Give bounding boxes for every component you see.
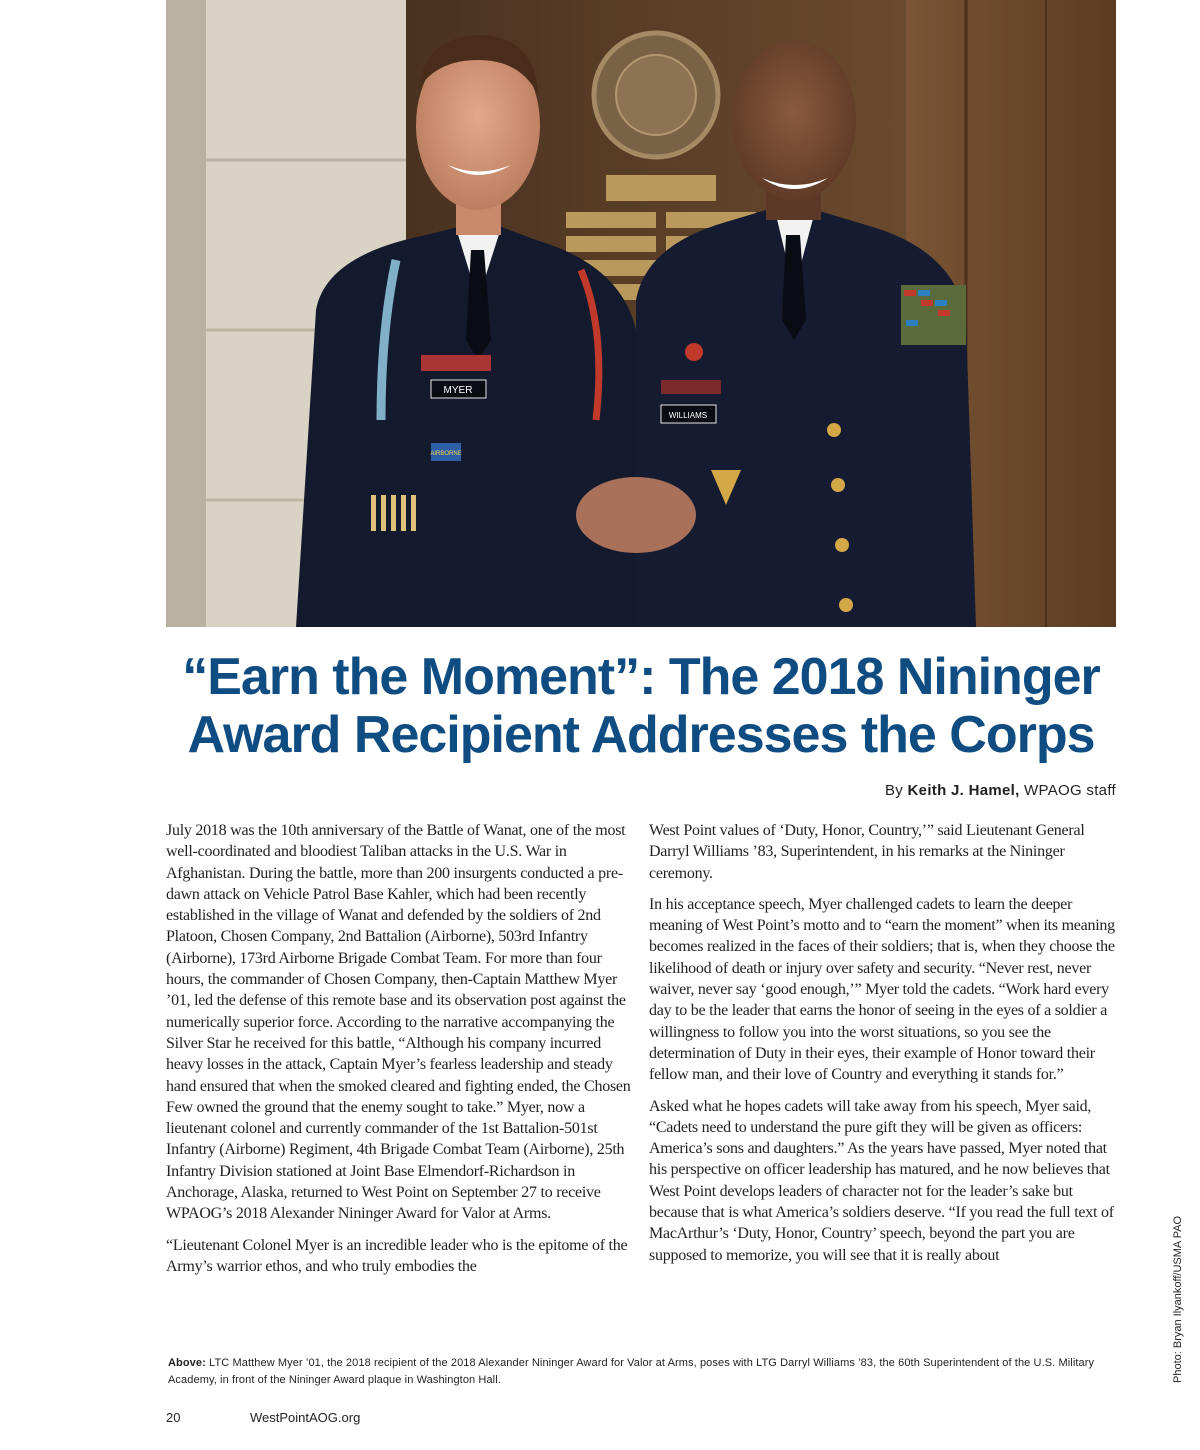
- headline-line-1: “Earn the Moment”: The 2018 Nininger: [182, 648, 1100, 706]
- article-paragraph: “Lieutenant Colonel Myer is an incredible leader who is the epitome of the Army’s warrior ethos, and who truly embodies the: [166, 1236, 628, 1275]
- feature-photo: [166, 0, 1116, 627]
- caption-text: LTC Matthew Myer ’01, the 2018 recipient of the 2018 Alexander Nininger Award for Valor at Arms, poses with LTG Darryl Williams ’83, the 60th Superintendent of the U.S. Military Academy, in front of the Nininger Award plaque in Washington Hall.: [168, 1357, 1095, 1386]
- article-column-left: [166, 820, 632, 1287]
- photo-credit: Photo: Bryan Ilyankoff/USMA PAO: [1172, 1215, 1184, 1383]
- article-paragraph: Asked what he hopes cadets will take away from his speech, Myer said, “Cadets need to understand the pure gift they will be given as officers: America’s sons and daughters.” As the years have passed, Myer noted that his perspective on officer leadership has matured, and he now believes that West Point develops leaders of character not for the leader’s sake but because that is what America’s soldiers deserve. “If you read the full text of MacArthur’s ‘Duty, Honor, Country’ speech, beyond the part you are supposed to memorize, you will see that it is really about: [649, 1097, 1114, 1264]
- page-number: 20: [166, 1410, 181, 1425]
- photo-illustration: [166, 0, 1116, 627]
- article-paragraph: In his acceptance speech, Myer challenged cadets to learn the deeper meaning of West Point’s motto and to “earn the moment” when its meaning becomes realized in the faces of their soldiers; that is, when they choose the likelihood of death or injury over safety and security. “Never rest, never waiver, never say ‘good enough,’” Myer told the cadets. “Work hard every day to be the leader that earns the honor of seeing in the eyes of a soldier a willingness to follow you into the worst situations, so you see the determination of Duty in their eyes, their example of Honor toward their fellow man, and their love of Country and everything it stands for.”: [649, 895, 1115, 1084]
- caption-label: Above:: [168, 1357, 206, 1369]
- headline: [130, 648, 1152, 764]
- byline-prefix: By: [884, 782, 908, 799]
- name-tag-left: MYER: [443, 385, 473, 396]
- photo-caption: [168, 1355, 1128, 1389]
- article-paragraph: West Point values of ‘Duty, Honor, Country,’” said Lieutenant General Darryl Williams ’83, Superintendent, in his remarks at the Nininger ceremony.: [649, 822, 1085, 882]
- name-tag-right: WILLIAMS: [668, 411, 708, 420]
- article-paragraph: July 2018 was the 10th anniversary of the Battle of Wanat, one of the most well-coordinated and bloodiest Taliban attacks in the U.S. War in Afghanistan. During the battle, more than 200 insurgents conducted a pre-dawn attack on Vehicle Patrol Base Kahler, which had been recently established in the village of Wanat and defended by the soldiers of 2nd Platoon, Chosen Company, 2nd Battalion (Airborne), 503rd Infantry (Airborne), 173rd Airborne Brigade Combat Team. For more than four hours, the commander of Chosen Company, then-Captain Matthew Myer ’01, led the defense of this remote base and its observation post against the numerically superior force. According to the narrative accompanying the Silver Star he received for this battle, “Although his company incurred heavy losses in the attack, Captain Myer’s fearless leadership and steady hand ensured that when the smoked cleared and fighting ended, the Chosen Few owned the ground that the enemy sought to take.” Myer, now a lieutenant colonel and currently commander of the 1st Battalion-501st Infantry (Airborne) Regiment, 4th Brigade Combat Team (Airborne), 25th Infantry Division stationed at Joint Base Elmendorf-Richardson in Anchorage, Alaska, returned to West Point on September 27 to receive WPAOG’s 2018 Alexander Nininger Award for Valor at Arms.: [166, 822, 631, 1223]
- byline-author: Keith J. Hamel,: [907, 782, 1020, 799]
- site-url: WestPointAOG.org: [250, 1410, 361, 1425]
- handshake: [576, 477, 696, 553]
- article-column-right: [649, 820, 1115, 1276]
- airborne-tab: AIRBORNE: [430, 451, 462, 457]
- byline: [885, 782, 1116, 799]
- byline-affiliation: WPAOG staff: [1019, 782, 1116, 799]
- headline-line-2: Award Recipient Addresses the Corps: [187, 706, 1095, 764]
